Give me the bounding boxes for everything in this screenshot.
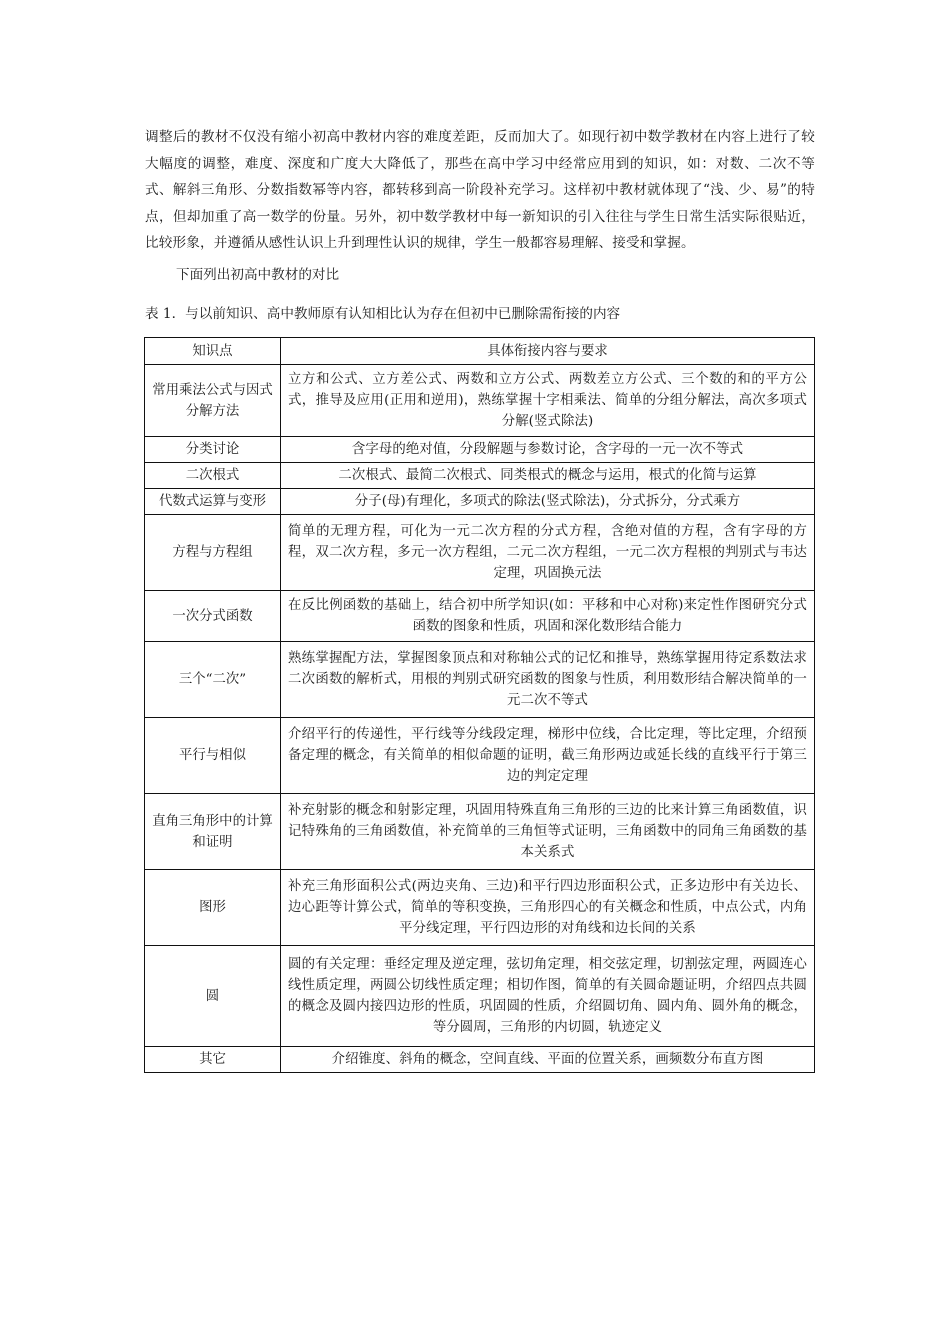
row-content: 二次根式、最简二次根式、同类根式的概念与运用，根式的化简与运算 xyxy=(281,463,815,489)
table-row xyxy=(145,718,815,794)
row-content: 介绍锥度、斜角的概念，空间直线、平面的位置关系，画频数分布直方图 xyxy=(281,1047,815,1073)
row-topic: 圆 xyxy=(145,946,281,1047)
table-row xyxy=(145,870,815,946)
table-row xyxy=(145,946,815,1047)
table-row xyxy=(145,489,815,515)
row-content: 含字母的绝对值，分段解题与参数讨论，含字母的一元一次不等式 xyxy=(281,437,815,463)
table-row xyxy=(145,515,815,591)
row-topic: 其它 xyxy=(145,1047,281,1073)
header-content: 具体衔接内容与要求 xyxy=(281,338,815,365)
row-topic: 二次根式 xyxy=(145,463,281,489)
row-topic: 分类讨论 xyxy=(145,437,281,463)
row-topic: 图形 xyxy=(145,870,281,946)
row-content: 补充三角形面积公式(两边夹角、三边)和平行四边形面积公式，正多边形中有关边长、边心距等计算公式，简单的等积变换，三角形四心的有关概念和性质，中点公式，内角平分线定理，平行四边形的对角线和边长间的关系 xyxy=(281,870,815,946)
table-row xyxy=(145,463,815,489)
table-row xyxy=(145,365,815,437)
row-content: 在反比例函数的基础上，结合初中所学知识(如：平移和中心对称)来定性作图研究分式函数的图象和性质，巩固和深化数形结合能力 xyxy=(281,591,815,642)
row-content: 熟练掌握配方法，掌握图象顶点和对称轴公式的记忆和推导，熟练掌握用待定系数法求二次函数的解析式，用根的判别式研究函数的图象与性质，利用数形结合解决简单的一元二次不等式 xyxy=(281,642,815,718)
comparison-intro: 下面列出初高中教材的对比 xyxy=(176,267,340,283)
table-row xyxy=(145,794,815,870)
row-topic: 三个“二次” xyxy=(145,642,281,718)
row-content: 分子(母)有理化，多项式的除法(竖式除法)，分式拆分，分式乘方 xyxy=(281,489,815,515)
row-topic: 一次分式函数 xyxy=(145,591,281,642)
body-paragraph: 调整后的教材不仅没有缩小初高中教材内容的难度差距，反而加大了。如现行初中数学教材在内容上进行了较大幅度的调整，难度、深度和广度大大降低了，那些在高中学习中经常应用到的知识，如：对数、二次不等式、解斜三角形、分数指数幂等内容，都转移到高一阶段补充学习。这样初中教材就体现了“浅、少、易”的特点，但却加重了高一数学的份量。另外，初中数学教材中每一新知识的引入往往与学生日常生活实际很贴近，比较形象，并遵循从感性认识上升到理性认识的规律，学生一般都容易理解、接受和掌握。 xyxy=(145,129,815,251)
table-row xyxy=(145,437,815,463)
row-content: 介绍平行的传递性，平行线等分线段定理，梯形中位线，合比定理，等比定理，介绍预备定理的概念，有关简单的相似命题的证明，截三角形两边或延长线的直线平行于第三边的判定定理 xyxy=(281,718,815,794)
table-row xyxy=(145,642,815,718)
row-topic: 直角三角形中的计算和证明 xyxy=(145,794,281,870)
row-topic: 方程与方程组 xyxy=(145,515,281,591)
table-caption: 表 1．与以前知识、高中教师原有认知相比认为存在但初中已删除需衔接的内容 xyxy=(145,306,621,322)
table-row xyxy=(145,1047,815,1073)
table-row xyxy=(145,591,815,642)
comparison-table xyxy=(144,337,815,1073)
row-content: 圆的有关定理：垂经定理及逆定理，弦切角定理，相交弦定理，切割弦定理，两圆连心线性质定理，两圆公切线性质定理；相切作图，简单的有关圆命题证明，介绍四点共圆的概念及圆内接四边形的性质，巩固圆的性质，介绍圆切角、圆内角、圆外角的概念，等分圆周，三角形的内切圆，轨迹定义 xyxy=(281,946,815,1047)
row-content: 简单的无理方程，可化为一元二次方程的分式方程，含绝对值的方程，含有字母的方程，双二次方程，多元一次方程组，二元二次方程组，一元二次方程根的判别式与韦达定理，巩固换元法 xyxy=(281,515,815,591)
header-topic: 知识点 xyxy=(145,338,281,365)
row-content: 立方和公式、立方差公式、两数和立方公式、两数差立方公式、三个数的和的平方公式，推导及应用(正用和逆用)，熟练掌握十字相乘法、简单的分组分解法，高次多项式分解(竖式除法) xyxy=(281,365,815,437)
table-header-row xyxy=(145,338,815,365)
row-topic: 平行与相似 xyxy=(145,718,281,794)
row-content: 补充射影的概念和射影定理，巩固用特殊直角三角形的三边的比来计算三角函数值，识记特殊角的三角函数值，补充简单的三角恒等式证明，三角函数中的同角三角函数的基本关系式 xyxy=(281,794,815,870)
row-topic: 常用乘法公式与因式分解方法 xyxy=(145,365,281,437)
row-topic: 代数式运算与变形 xyxy=(145,489,281,515)
